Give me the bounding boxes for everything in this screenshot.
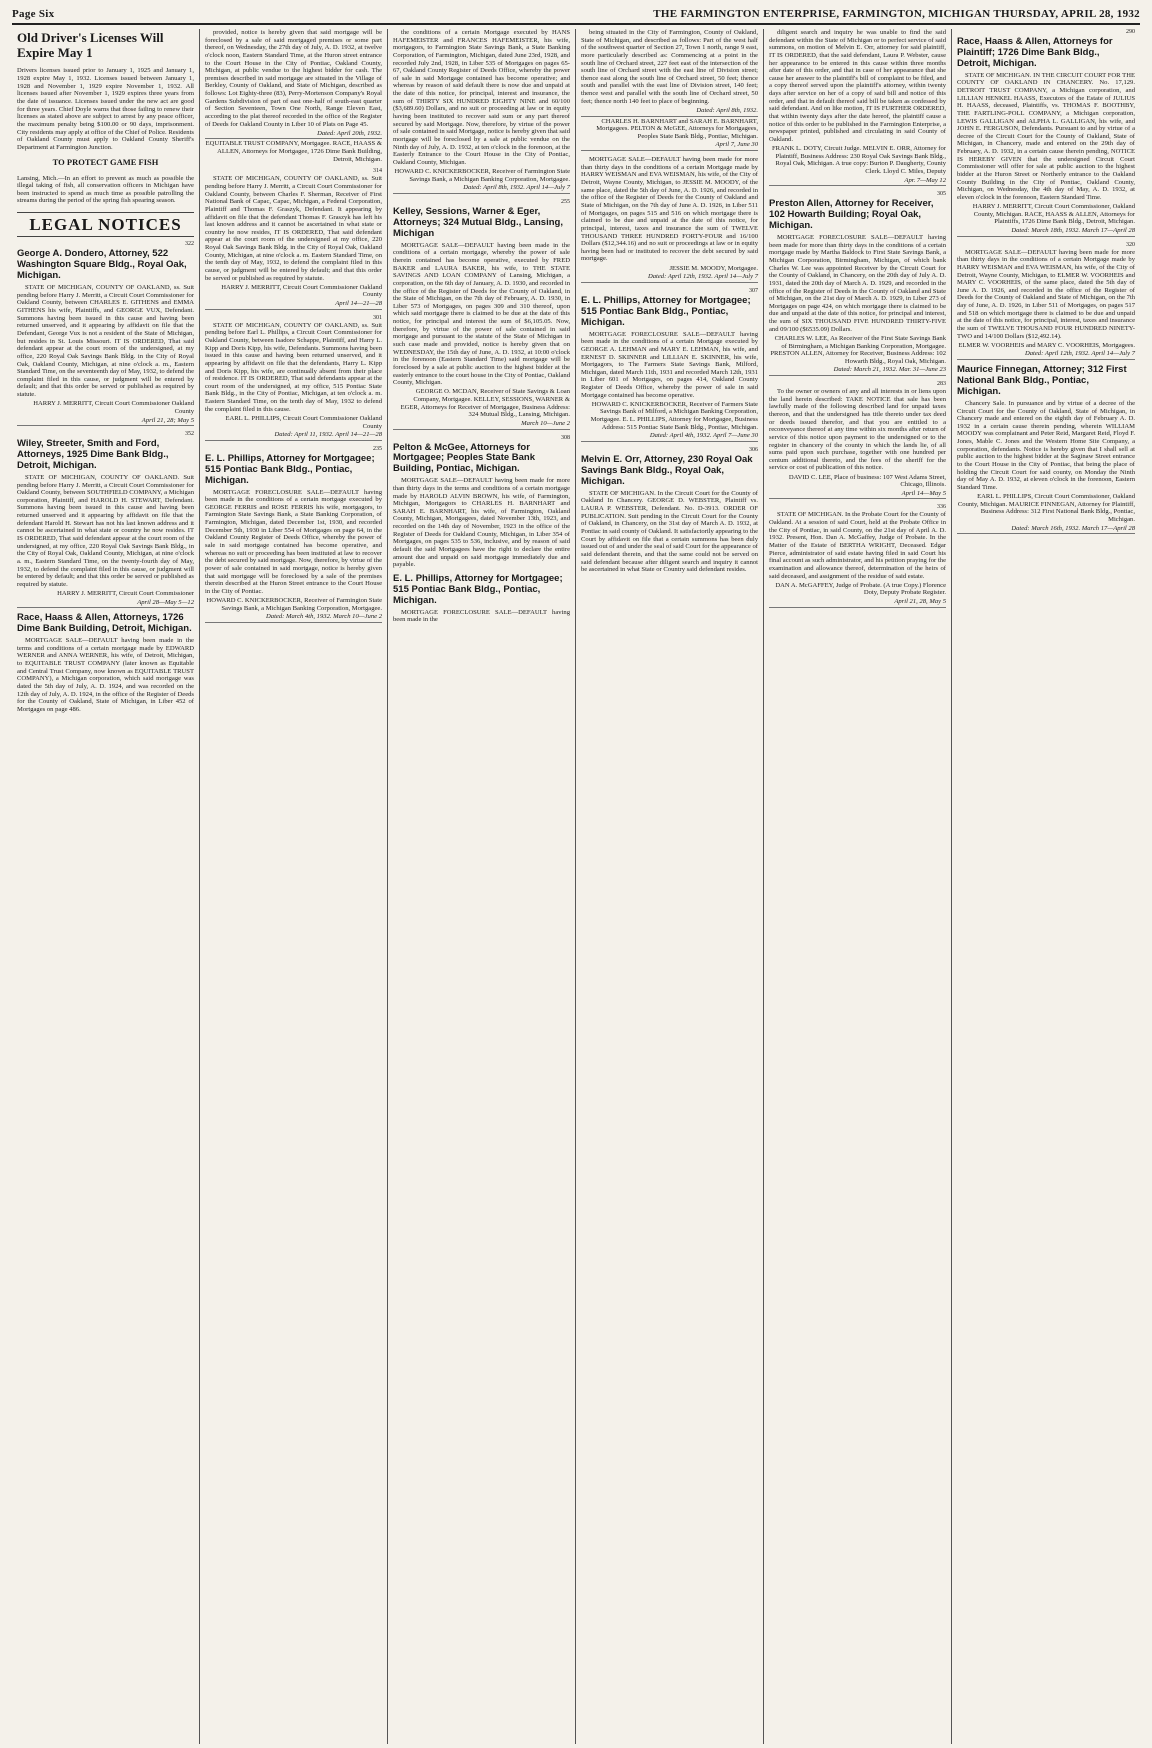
legal-notice bbox=[957, 365, 1135, 534]
notice-body: MORTGAGE SALE—DEFAULT having been made for more than thirty days in the conditions of a certain Mortgage made by HARRY WEISMAN and EVA WEISMAN, his wife, of the City of Detroit, Wayne County, Michigan, to JESSIE M. MOODY, of the same place, dated the 5th day of June, A. D. 1926, and recorded in the office of the Register of Deeds for the County of Oakland and State of Michigan, on the 7th day of June A. D. 1926, in Liber 511 of Mortgages, on pages 515 and 516 on which mortgage there is claimed to be due and unpaid at the date of this notice, for principal, interest, taxes and insurance the sum of TWELVE THOUSAND THREE HUNDRED FORTY-FOUR and 16/100 Dollars ($12,344.16) and no suit or proceedings at law or in equity having been had or instituted to recover the debt secured by said mortgage. bbox=[581, 156, 758, 263]
notice-body: MORTGAGE SALE—DEFAULT having been made for more than thirty days in the terms and conditions of a certain mortgage made by HAROLD ALVIN BROWN, his wife, of Farmington, Michigan, Mortgagors to CHARLES H. BARNHART and SARAH E. BARNHART, his wife, of Farmington, Oakland County, Michigan, Mortgagees, dated November 13th, 1923, and recorded on the 14th day of November, 1923 in the office of the Register of Deeds for Oakland County, Michigan, in Liber 354 of Mortgages, on pages 535 to 536, inclusive, and by reason of said default the said Mortgagees have the right to declare the entire amount due and unpaid on said mortgage immediately due and payable. bbox=[393, 477, 570, 569]
legal-notices-heading: LEGAL NOTICES bbox=[17, 212, 194, 238]
notice-signature: HOWARD C. KNICKERBOCKER, Receiver of Farmington State Savings Bank, a Michigan Banking Corporation, Mortgagee. bbox=[206, 596, 382, 612]
notice-dates: Dated: April 8th, 1932. bbox=[581, 107, 758, 117]
notice-dates: Dated: March 21, 1932. Mar. 31—June 23 bbox=[769, 366, 946, 376]
notice-signature: CHARLES W. LEE, As Receiver of the First State Savings Bank of Birmingham, a Michigan Banking Corporation, Mortgagee. PRESTON ALLEN, Attorney for Receiver, Business Address: 102 Howarth Bldg., Royal Oak, Michigan. bbox=[770, 334, 946, 365]
legal-notice: 306 Melvin E. Orr, Attorney, 230 Royal Oak Savings Bank Bldg., Royal Oak, Michigan. STATE OF MICHIGAN. In the Circuit Court for the County of Oakland In Chancery. GEORGE D. WEBSTER, Plaintiff vs. LAURA P. WEBSTER, Defendant. No. D-3913. ORDER OF PUBLICATION. Suit pending in the Circuit Court for the County of Oakland, in Chancery, on the 31st day of March A. D. 1932, at Pontiac in said county of Oakland. It satisfactorily appearing to the Court by affidavit on file that a certain summons has been duly issued out of and under the seal of said Court for the appearance of said defendant therein, and that the same could not be served on said defendant because after diligent search and inquiry it cannot be ascertained in what State or Country said defendant resides. bbox=[581, 447, 758, 574]
notice-signature: DAVID C. LEE, Place of business: 107 West Adams Street, Chicago, Illinois. bbox=[788, 473, 946, 489]
notice-heading: Race, Haass & Allen, Attorneys for Plaintiff; 1726 Dime Bank Bldg., Detroit, Michigan. bbox=[957, 35, 1113, 69]
notice-dates: April 14—May 5 bbox=[769, 490, 946, 500]
notice-signature: JESSIE M. MOODY, Mortgagee. bbox=[669, 264, 758, 272]
notice-heading: Melvin E. Orr, Attorney, 230 Royal Oak Savings Bank Bldg., Royal Oak, Michigan. bbox=[581, 454, 753, 487]
notice-body: STATE OF MICHIGAN. In the Circuit Court for the County of Oakland In Chancery. GEORGE D. WEBSTER, Plaintiff vs. LAURA P. WEBSTER, Defendant. No. D-3913. ORDER OF PUBLICATION. Suit pending in the Circuit Court for the County of Oakland, in Chancery, on the 31st day of March A. D. 1932, at Pontiac in said county of Oakland. It satisfactorily appearing to the Court by affidavit on file that a certain summons has been duly issued out of and under the seal of said Court for the appearance of said defendant therein, and that the same could not be served on said defendant because after diligent search and inquiry it cannot be ascertained in what State or Country said defendant resides. bbox=[581, 489, 758, 574]
column-2 bbox=[200, 29, 388, 1744]
notice-heading: Maurice Finnegan, Attorney; 312 First National Bank Bldg., Pontiac, Michigan. bbox=[957, 364, 1127, 397]
notice-dates: Dated: April 8th, 1932. April 14—July 7 bbox=[393, 184, 570, 194]
notice-dates: Dated: March 16th, 1932. March 17—April 28 bbox=[957, 525, 1135, 535]
notice-heading: Preston Allen, Attorney for Receiver, 102 Howarth Building; Royal Oak, Michigan. bbox=[769, 198, 934, 232]
notice-body: STATE OF MICHIGAN. IN THE CIRCUIT COURT FOR THE COUNTY OF OAKLAND IN CHANCERY. No. 17,129. DETROIT TRUST COMPANY, a Michigan corporation, and LILLIAN HENKEL HAASS, Executors of the Estate of JULIUS H. HAASS, deceased, Plaintiffs, vs. THOMAS F. BOOTHBY, THE FARTLING-POLL COMPANY, a Michigan corporation, LEWIS GALLIGAN and ALPHA L. GALLIGAN, his wife, and JOHN E. FERGUSON, Defendants. Pursuant to and by virtue of a decree of the Circuit Court for the County of Oakland, State of Michigan, in Chancery, made and entered on the 29th day of February, A. D. 1932, in a certain cause therein pending, NOTICE IS HEREBY GIVEN that the undersigned Circuit Court Commissioner will offer for sale at public auction to the highest bidder at the Huron Street or Northerly entrance to the Oakland County Building in the City of Pontiac, Oakland County, Michigan, on Wednesday, the 4th day of May, A. D. 1932, at eleven o'clock in the forenoon, Eastern Standard Time. bbox=[957, 71, 1135, 201]
notice-signature: EQUITABLE TRUST COMPANY, Mortgagee. RACE, HAASS & ALLEN, Attorneys for Mortgagee, 1726 Dime Bank Building, Detroit, Michigan. bbox=[205, 140, 382, 163]
notice-heading: George A. Dondero, Attorney, 522 Washington Square Bldg., Royal Oak, Michigan. bbox=[17, 248, 187, 282]
legal-notice bbox=[393, 29, 570, 194]
legal-notice: 352 Wiley, Streeter, Smith and Ford, Attorneys, 1925 Dime Bank Bldg., Detroit, Michigan. STATE OF MICHIGAN, COUNTY OF OAKLAND. Suit pending before Harry J. Merritt, a Circuit Court Commissioner for Oakland County, between SOUTHFIELD COMPANY, a Michigan corporation, Plaintiff, and HAROLD H. STEWART, Defendant. Summons having been issued in this cause and having been returned unserved and it appearing by affidavit on file that the defendant Harold H. Stewart has not his last known address and it cannot be ascertained in what state or country he now resides. IT IS ORDERED, That said defendant appear at the court room of the undersigned, at my office, 220 Royal Oak Savings Bank Bldg., in the City of Royal Oak, Oakland County, Michigan, at nine o'clock a. m., Eastern Standard Time, on the twenty-fourth day of May, 1932, to defend the complaint filed in this cause, or judgment will be entered by default; and that this order be served or published as required by statute. HARRY J. MERRITT, Circuit Court Commissioner April 28—May 5—12 bbox=[17, 431, 194, 608]
legal-notice bbox=[205, 29, 382, 163]
notice-body: STATE OF MICHIGAN, COUNTY OF OAKLAND, ss. Suit pending before Earl L. Phillips, a Circuit Court Commissioner for Oakland County, between Isadore Schappe, Plaintiff, and Harry L. Kipp and Doris Kipp, his wife, Defendants. Summons having been issued in this cause and having been returned unserved, and it appearing by affidavit on file that the defendants, Harry L. Kipp and Doris Kipp, his wife, are continually absent from their place of residence. IT IS ORDERED, That said defendants appear at the court room of the undersigned, at my office, 515 Pontiac State Bank Bldg., in the City of Pontiac, Michigan, at ten o'clock a. m. Eastern Standard Time, on the tenth day of May, 1932 to defend the complaint filed in this cause. bbox=[205, 321, 382, 413]
notice-signature: HARRY J. MERRITT, Circuit Court Commissioner Oakland County bbox=[221, 283, 382, 299]
notice-body: STATE OF MICHIGAN, COUNTY OF OAKLAND, ss. Suit pending before Harry J. Merritt, a Circuit Court Commissioner for Oakland County, between CHARLES E. GITHENS and EMMA GITHENS his wife, Plaintiffs, and GEORGE VUX, Defendant. Summons having been issued in this cause and having been returned unserved, and it appearing by affidavit on file that the Defendant, George Vux is not a resident of the State of Michigan, but resides in St. Louis Missouri. IT IS ORDERED, That said defendant appear at the court room of the undersigned, at my office, 220 Royal Oak Savings Bank Bldg. in the City of Royal Oak, Oakland County, Michigan, at nine o'clock a. m., Eastern Standard Time, on the seventeenth day of May, 1932, to defend the complaint filed in this cause, or judgment will be entered by default; and that this order be served or published as required by statute. bbox=[17, 284, 194, 399]
notice-signature: ELMER W. VOORHEIS and MARY C. VOORHEIS, Mortgagees. bbox=[958, 341, 1135, 349]
notice-heading: Kelley, Sessions, Warner & Eger, Attorneys; 324 Mutual Bldg., Lansing, Michigan bbox=[393, 205, 563, 239]
masthead-title: THE FARMINGTON ENTERPRISE, FARMINGTON, MICHIGAN THURSDAY, APRIL 28, 1932 bbox=[653, 8, 1140, 20]
notice-dates: March 10—June 2 bbox=[393, 420, 570, 430]
notice-dates: Dated: April 4th, 1932. April 7—June 30 bbox=[581, 432, 758, 442]
legal-notice: 255 Kelley, Sessions, Warner & Eger, Attorneys; 324 Mutual Bldg., Lansing, Michigan MORTGAGE SALE—DEFAULT having been made in the conditions of a certain mortgage, whereby the power of sale therein contained has become operative, executed by FRED BAKER and LAURA BAKER, his wife, to THE STATE SAVINGS AND LOAN COMPANY of Lansing, Michigan, a corporation, on the 6th day of January, A. D. 1930, and recorded in the office of the Register of Deeds for the County of Oakland, in the State of Michigan, on the 7th day of February, A. D. 1930, in Liber 573 of Mortgages, on pages 309 and 310 thereof, upon which said mortgage there is claimed to be due at the date of this notice, for principal and interest the sum of $6,105.05. Now, therefore, by virtue of the power of sale contained in said mortgage and pursuant to the statute of the State of Michigan in such case made and provided, notice is hereby given that on WEDNESDAY, the 15th day of June, A. D. 1932, at 10:00 o'clock in the forenoon (Eastern Standard Time) said mortgage will be foreclosed by a sale at public auction to the highest bidder at the easterly entrance to the court house in the City of Pontiac, Oakland County, Michigan. GEORGE O. MCDAN, Receiver of State Savings & Loan Company, Mortgagee. KELLEY, SESSIONS, WARNER & EGER, Attorneys for Receiver of Mortgagee, Business Address: 324 Mutual Bldg., Lansing, Michigan. March 10—June 2 bbox=[393, 199, 570, 430]
notice-signature: GEORGE O. MCDAN, Receiver of State Savings & Loan Company, Mortgagee. KELLEY, SESSIONS, WARNER & EGER, Attorneys for Receiver of Mortgagee, Business Address: 324 Mutual Bldg., Lansing, Michigan. bbox=[400, 388, 570, 419]
story-game-fish: Lansing, Mich.—In an effort to prevent as much as possible the illegal taking of fish, all conservation officers in Michigan have been instructed to spend as much time as possible patrolling the streams during the period of the spring fish spearing season. bbox=[17, 174, 194, 205]
notice-body: MORTGAGE FORECLOSURE SALE—DEFAULT having been made for more than thirty days in the conditions of a certain mortgage made by Martha Baldock to First State Savings Bank, a Michigan Corporation, Birmingham, Michigan, of which bank Charles W. Lee was appointed Receiver by the Circuit Court for the County of Oakland, in Chancery, on the 20th day of July A. D. 1931, dated the 20th day of March A. D. 1929, and recorded in the office of the Register of Deeds in the County of Oakland and State of Michigan, on the 21st day of March A. D. 1929, in Liber 273 of Mortgages on page 424, on which mortgage there is claimed to be due and unpaid at the date of this notice, for principal and interest, the sum of SIX THOUSAND FIVE HUNDRED THIRTY-FIVE and 09/100 ($6535.09) Dollars. bbox=[769, 234, 946, 333]
notice-run-dates: April 7, June 30 bbox=[581, 141, 758, 151]
notice-signature: HARRY J. MERRITT, Circuit Court Commissioner Oakland County bbox=[33, 400, 194, 415]
notice-body: the conditions of a certain Mortgage executed by HANS HAFEMEISTER and FRANCES HAFEMEISTER, his wife, mortgagors, to Farmington State Savings Bank, a State Banking Corporation, of Farmington, Michigan, dated June 23rd, 1928, and recorded July 2nd, 1928, in Liber 535 of Mortgages on pages 65-67, Oakland County Register of Deeds Office, whereby the power of sale in said Mortgage contained has become operative; and whereas by reason of said default there is now due and unpaid at the date of this notice, for principal, interest and insurance, the sum of THIRTY SIX HUNDRED EIGHTY NINE and 60/100 ($3,689.60) Dollars, and no suit or proceeding at law or in equity having been instituted to recover said sum or any part thereof secured by said Mortgage. Now, therefore, by virtue of the power of sale contained in said Mortgage, notice is hereby given that said mortgage will be foreclosed by a sale at public vendue on the Ninth day of July, A. D. 1932, at ten o'clock in the forenoon, at the Easterly Entrance to the Court House in the City of Pontiac, Oakland County, Michigan. bbox=[393, 29, 570, 166]
column-6 bbox=[952, 29, 1140, 1744]
notice-body: provided, notice is hereby given that said mortgage will be foreclosed by a sale of said mortgaged premises or some part thereof, on Wednesday, the 27th day of July, A. D. 1932, at twelve o'clock noon, Eastern Standard Time, at the Huron street entrance to the Court House in the City of Pontiac, Oakland County, Michigan, at public vendue to the highest bidder for cash. The premises described in said mortgage are situated in the Village of Berkley, County of Oakland, and State of Michigan, described as follows: Lot Eighty-three (83), Perry-Mortenson Company's Royal Gardens Subdivision of part of east one-half of south-east quarter of Section Seventeen, Town One North, Range Eleven East, according to the plat thereof recorded in the office of the Register of Deeds for Oakland County in Liber 10 of Plats on Page 45. bbox=[205, 29, 382, 128]
legal-notice bbox=[581, 29, 758, 151]
notice-dates: Dated: March 18th, 1932. March 17—April 28 bbox=[957, 227, 1135, 237]
column-3 bbox=[388, 29, 576, 1744]
masthead bbox=[12, 8, 1140, 25]
story-licenses: Drivers licenses issued prior to January 1, 1925 and January 1, 1928 expire May 1, 1932. Licenses issued between January 1, 1928 and November 1, 1929 expire November 1, 1932. All licenses issued after November 1, 1929 expires three years from the date of issuance. Licenses issued under the new act are good for three years. Chief Doyle warns that those failing to renew their licenses as stated above are subject to arrest by any peace officer, the maximum penalty being $100.00 or 90 days, imprisonment. City residents may apply at office of the Chief of Police. Residents of Oakland County must apply to Oakland County Sheriff's Department at Farmington Junction. bbox=[17, 67, 194, 151]
column-4 bbox=[576, 29, 764, 1744]
legal-notice: 290 Race, Haass & Allen, Attorneys for Plaintiff; 1726 Dime Bank Bldg., Detroit, Michigan. STATE OF MICHIGAN. IN THE CIRCUIT COURT FOR THE COUNTY OF OAKLAND IN CHANCERY. No. 17,129. DETROIT TRUST COMPANY, a Michigan corporation, and LILLIAN HENKEL HAASS, Executors of the Estate of JULIUS H. HAASS, deceased, Plaintiffs, vs. THOMAS F. BOOTHBY, THE FARTLING-POLL COMPANY, a Michigan corporation, LEWIS GALLIGAN and ALPHA L. GALLIGAN, his wife, and JOHN E. FERGUSON, Defendants. Pursuant to and by virtue of a decree of the Circuit Court for the County of Oakland, State of Michigan, in Chancery, made and entered on the 29th day of February, A. D. 1932, in a certain cause therein pending, NOTICE IS HEREBY GIVEN that the undersigned Circuit Court Commissioner will offer for sale at public auction to the highest bidder at the Huron Street or Northerly entrance to the Oakland County Building in the City of Pontiac, Oakland County, Michigan, on Wednesday, the 4th day of May, A. D. 1932, at eleven o'clock in the forenoon, Eastern Standard Time. HARRY J. MERRITT, Circuit Court Commissioner, Oakland County, Michigan. RACE, HAASS & ALLEN, Attorneys for Plaintiffs, 1726 Dime Bank Bldg., Detroit, Michigan. Dated: March 18th, 1932. March 17—April 28 bbox=[957, 29, 1135, 237]
notice-body: being situated in the City of Farmington, County of Oakland, State of Michigan, and described as follows: Part of the west half of the southwest quarter of Section 27, Town 1 north, range 9 east, more particularly described as: Commencing at a point in the south line of Orchard street, 227 feet east of the intersection of the south line of Orchard street with the east line of Division street; thence east along the south line of Orchard street, 50 feet; thence south and parallel with the east line of Division street, 140 feet; thence west and parallel with the south line of Orchard street, 50 feet; thence north 140 feet to place of beginning. bbox=[581, 29, 758, 105]
notice-signature: HOWARD C. KNICKERBOCKER, Receiver of Farmington State Savings Bank, a Michigan Banking Corporation, Mortgagee. bbox=[394, 168, 570, 183]
column-grid bbox=[12, 29, 1140, 1744]
page-number: Page Six bbox=[12, 8, 55, 20]
notice-signature: EARL L. PHILLIPS, Circuit Court Commissioner Oakland County bbox=[225, 414, 382, 430]
notice-signature: DAN A. McGAFFEY, Judge of Probate. (A true Copy.) Florence Doty, Deputy Probate Register. bbox=[775, 581, 946, 597]
legal-notice: 336 STATE OF MICHIGAN. In the Probate Court for the County of Oakland. At a session of said Court, held at the Probate Office in the City of Pontiac, in said County, on the 21st day of April A. D. 1932. Present, Hon. Dan A. McGaffey, Judge of Probate. In the Matter of the Estate of BERTHA WRIGHT, Deceased. Edgar Pierce, administrator of said estate having filed in said Court his final account as such administrator, and his petition praying for the examination and allowance thereof, determination of the heirs of said deceased, and assignment of the residue of said estate. DAN A. McGAFFEY, Judge of Probate. (A true Copy.) Florence Doty, Deputy Probate Register. April 21, 28, May 5 bbox=[769, 504, 946, 607]
headline-game-fish: TO PROTECT GAME FISH bbox=[52, 157, 159, 168]
notice-dates: Dated: April 12th, 1932. April 14—July 7 bbox=[581, 273, 758, 283]
notice-heading: Wiley, Streeter, Smith and Ford, Attorneys, 1925 Dime Bank Bldg., Detroit, Michigan. bbox=[17, 438, 169, 471]
notice-heading: E. L. Phillips, Attorney for Mortgagee; 515 Pontiac Bank Bldg., Pontiac, Michigan. bbox=[581, 294, 751, 328]
notice-dates: April 14—21—28 bbox=[205, 300, 382, 310]
legal-notice bbox=[17, 613, 194, 713]
notice-body: MORTGAGE FORECLOSURE SALE—DEFAULT having been made in the conditions of a certain Mortgage executed by GEORGE A. LEHMAN and MARY E. LEHMAN, his wife, and ERNEST D. SKINNER and LILLIAN E. SKINNER, his wife, Mortgagors, to The Farmers State Savings Bank, Milford, Michigan, dated March 11th, 1931 and recorded March 12th, 1931 in Liber 601 of Mortgages, on pages 414, Oakland County Register of Deeds Office, whereby the power of sale in said Mortgage contained has become operative. bbox=[581, 330, 758, 399]
headline-licenses: Old Driver's Licenses Will Expire May 1 bbox=[17, 30, 164, 60]
notice-body: diligent search and inquiry he was unable to find the said defendant within the State of Michigan or to perfect service of said summons, on motion of Melvin E. Orr, attorney for said plaintiff, IT IS ORDERED, that the said defendant, Laura P. Webster, cause her appearance to be entered in this cause within three months after date of this order, and that in case of her appearance that she cause her answer to the plaintiff's bill of complaint to be filed, and a copy thereof served upon the plaintiff's attorney, within twenty days after service on her of a copy of said bill and notice of this order, and that in default thereof said bill be taken as confessed by said defendant. And on like motion, IT IS FURTHER ORDERED, that within twenty days after the date hereof, the plaintiff cause a notice of this order to be published in the Farmington Enterprise, a newspaper printed, published and circulating in said County of Oakland. bbox=[769, 29, 946, 143]
notice-heading: Pelton & McGee, Attorneys for Mortgagee; Peoples State Bank Building, Pontiac, Michigan. bbox=[393, 441, 536, 475]
column-5 bbox=[764, 29, 952, 1744]
notice-body: Chancery Sale. In pursuance and by virtue of a decree of the Circuit Court for the County of Oakland, State of Michigan, in Chancery made and entered on the eighth day of February A. D. 1932 in a certain cause therein pending, wherein WILLIAM MOODY was complainant and Peter Reid, Margaret Reid, Floyd F. Jones, Mable C. Jones and the Western Home Site Company, a corporation, defendants. Notice is hereby given that I shall sell at public auction to the highest bidder at the Saginaw Street entrance to the Court House in the City of Pontiac, that being the place of holding the Circuit Court for said county, on Monday the Ninth day of May A. D. 1932, at eleven o'clock in the forenoon, Eastern Standard Time. bbox=[957, 399, 1135, 491]
notice-dates: April 21, 28; May 5 bbox=[17, 417, 194, 427]
legal-notice: 322 George A. Dondero, Attorney, 522 Washington Square Bldg., Royal Oak, Michigan. STATE OF MICHIGAN, COUNTY OF OAKLAND, ss. Suit pending before Harry J. Merritt, a Circuit Court Commissioner for Oakland County, between CHARLES E. GITHENS and EMMA GITHENS his wife, Plaintiffs, and GEORGE VUX, Defendant. Summons having been issued in this cause and having been returned unserved, and it appearing by affidavit on file that the Defendant, George Vux is not a resident of the State of Michigan, but resides in St. Louis Missouri. IT IS ORDERED, That said defendant appear at the court room of the undersigned, at my office, 220 Royal Oak Savings Bank Bldg. in the City of Royal Oak, Oakland County, Michigan, at nine o'clock a. m., Eastern Standard Time, on the seventeenth day of May, 1932, to defend the complaint filed in this cause, or judgment will be entered by default; and that this order be served or published as required by statute. HARRY J. MERRITT, Circuit Court Commissioner Oakland County April 21, 28; May 5 bbox=[17, 241, 194, 426]
notice-signature: EARL L. PHILLIPS, Circuit Court Commissioner, Oakland County, Michigan. MAURICE FINNEGAN, Attorney for Plaintiff, Business Address: 312 First National Bank Bldg., Pontiac, Michigan. bbox=[957, 493, 1135, 523]
legal-notice: 320 MORTGAGE SALE—DEFAULT having been made for more than thirty days in the conditions of a certain Mortgage made by HARRY WEISMAN and EVA WEISMAN, his wife, of the City of Detroit, Wayne County, Michigan, to ELMER W. VOORHEIS and MARY C. VOORHEIS, of the same place, dated the 5th day of June A. D. 1926, and recorded in the office of the Register of Deeds for the County of Oakland and State of Michigan, on the 7th day of June, A. D. 1926, in Liber 511 of Mortgages, on pages 517 and 518 on which mortgage there is claimed to be due and unpaid at the date of this notice, for principal, interest, taxes and insurance the sum of TWELVE THOUSAND FOUR HUNDRED NINETY-TWO and 14/100 Dollars ($12,492.14). ELMER W. VOORHEIS and MARY C. VOORHEIS, Mortgagees. Dated: April 12th, 1932. April 14—July 7 bbox=[957, 242, 1135, 360]
notice-signature: FRANK L. DOTY, Circuit Judge. MELVIN E. ORR, Attorney for Plaintiff, Business Address: 230 Royal Oak Savings Bank Bldg., Royal Oak, Michigan. A true copy: Burton P. Daugherty, County Clerk. Lloyd C. Miles, Deputy bbox=[772, 145, 946, 176]
notice-body: STATE OF MICHIGAN, COUNTY OF OAKLAND, ss. Suit pending before Harry J. Merritt, a Circuit Court Commissioner for Oakland County, between Charles F. Sherman, Receiver of First National Bank of Capac, Capac, Michigan, a Federal Corporation, Plaintiff and Thomas F. Graszyk, Defendant. It appearing by affidavit on file that the defendant Thomas F. Graszyk has left his last known address and it cannot be ascertained in what state or country he now resides, IT IS ORDERED, That said defendant appear at the court room of the undersigned at my office, 220 Royal Oak Savings Bank Bldg. in the City of Royal Oak, Oakland County, Michigan, at nine o'clock a. m. Eastern Standard Time, on the tenth day of May, 1932, to defend the complaint filed in this cause, or judgment will be entered by default; and that this order be served or published as required by statute. bbox=[205, 175, 382, 282]
notice-dates: Apr. 7—May 12 bbox=[769, 177, 946, 187]
legal-notice: 307 E. L. Phillips, Attorney for Mortgagee; 515 Pontiac Bank Bldg., Pontiac, Michigan. MORTGAGE FORECLOSURE SALE—DEFAULT having been made in the conditions of a certain Mortgage executed by GEORGE A. LEHMAN and MARY E. LEHMAN, his wife, and ERNEST D. SKINNER and LILLIAN E. SKINNER, his wife, Mortgagors, to The Farmers State Savings Bank, Milford, Michigan, dated March 11th, 1931 and recorded March 12th, 1931 in Liber 601 of Mortgages, on pages 414, Oakland County Register of Deeds Office, whereby the power of sale in said Mortgage contained has become operative. HOWARD C. KNICKERBOCKER, Receiver of Farmers State Savings Bank of Milford, a Michigan Banking Corporation, Mortgagee. E. L. PHILLIPS, Attorney for Mortgagee, Business Address: 515 Pontiac State Bank Bldg., Pontiac, Michigan. Dated: April 4th, 1932. April 7—June 30 bbox=[581, 288, 758, 442]
legal-notice bbox=[393, 574, 570, 624]
notice-signature: HARRY J. MERRITT, Circuit Court Commissioner bbox=[57, 590, 194, 598]
notice-dates: April 28—May 5—12 bbox=[17, 599, 194, 609]
notice-body: STATE OF MICHIGAN, COUNTY OF OAKLAND. Suit pending before Harry J. Merritt, a Circuit Court Commissioner for Oakland County, between SOUTHFIELD COMPANY, a Michigan corporation, Plaintiff, and HAROLD H. STEWART, Defendant. Summons having been issued in this cause and having been returned unserved and it appearing by affidavit on file that the defendant Harold H. Stewart has not his last known address and it cannot be ascertained in what state or country he now resides. IT IS ORDERED, That said defendant appear at the court room of the undersigned, at my office, 220 Royal Oak Savings Bank Bldg., in the City of Royal Oak, Oakland County, Michigan, at nine o'clock a. m., Eastern Standard Time, on the twenty-fourth day of May, 1932, to defend the complaint filed in this cause, or judgment will be entered by default; and that this order be served or published as required by statute. bbox=[17, 473, 194, 588]
notice-body: MORTGAGE SALE—DEFAULT having been made in the terms and conditions of a certain mortgage made by EDWARD WERNER and ANNA WERNER, his wife, of Detroit, Michigan, to EQUITABLE TRUST COMPANY (later known as Equitable and Central Trust Company, now known as EQUITABLE TRUST COMPANY), a Michigan corporation, which said mortgage was dated the 5th day of July, A. D. 1924, and was recorded on the 12th day of July, A. D. 1924, in the office of the Register of Deeds for the County of Oakland, State of Michigan, in Liber 452 of Mortgages on page 486. bbox=[17, 637, 194, 713]
legal-notice: 308 Pelton & McGee, Attorneys for Mortgagee; Peoples State Bank Building, Pontiac, Michigan. MORTGAGE SALE—DEFAULT having been made for more than thirty days in the terms and conditions of a certain mortgage made by HAROLD ALVIN BROWN, his wife, of Farmington, Michigan, Mortgagors to CHARLES H. BARNHART and SARAH E. BARNHART, his wife, of Farmington, Oakland County, Michigan, Mortgagees, dated November 13th, 1923, and recorded on the 14th day of November, 1923 in the office of the Register of Deeds for Oakland County, Michigan, in Liber 354 of Mortgages, on pages 535 to 536, inclusive, and by reason of said default the said Mortgagees have the right to declare the entire amount due and unpaid on said mortgage immediately due and payable. bbox=[393, 434, 570, 569]
notice-dates: April 21, 28, May 5 bbox=[769, 598, 946, 608]
notice-signature: HOWARD C. KNICKERBOCKER, Receiver of Farmers State Savings Bank of Milford, a Michigan Banking Corporation, Mortgagee. E. L. PHILLIPS, Attorney for Mortgagee, Business Address: 515 Pontiac State Bank Bldg., Pontiac, Michigan. bbox=[590, 400, 758, 431]
legal-notice: 314 STATE OF MICHIGAN, COUNTY OF OAKLAND, ss. Suit pending before Harry J. Merritt, a Circuit Court Commissioner for Oakland County, between Charles F. Sherman, Receiver of First National Bank of Capac, Capac, Michigan, a Federal Corporation, Plaintiff and Thomas F. Graszyk, Defendant. It appearing by affidavit on file that the defendant Thomas F. Graszyk has left his last known address and it cannot be ascertained in what state or country he now resides, IT IS ORDERED, That said defendant appear at the court room of the undersigned at my office, 220 Royal Oak Savings Bank Bldg. in the City of Royal Oak, Oakland County, Michigan, at nine o'clock a. m. Eastern Standard Time, on the tenth day of May, 1932, to defend the complaint filed in this cause, or judgment will be entered by default; and that this order be served or published as required by statute. HARRY J. MERRITT, Circuit Court Commissioner Oakland County April 14—21—28 bbox=[205, 168, 382, 309]
legal-notice: 235 E. L. Phillips, Attorney for Mortgagee; 515 Pontiac Bank Bldg., Pontiac, Michigan. MORTGAGE FORECLOSURE SALE—DEFAULT having been made in the conditions of a certain mortgage executed by GEORGE FERRIS and ROSE FERRIS his wife, mortgagors, to Farmington State Savings Bank, a State Banking Corporation, of Farmington, Michigan, dated December 1st, 1930, and recorded December 5th, 1930 in Liber 554 of Mortgages on page 64, in the Oakland County Register of Deeds Office, whereby the power of sale in said mortgage contained has become operative, and whereas no suit or proceeding has been instituted at law to recover the debt secured by said mortgage. Now, therefore, by virtue of the power of sale contained in said mortgage, notice is hereby given that said mortgage will be foreclosed by a sale of the premises therein described at the Huron Street entrance to the Court House in the City of Pontiac. HOWARD C. KNICKERBOCKER, Receiver of Farmington State Savings Bank, a Michigan Banking Corporation, Mortgagee. Dated: March 4th, 1932. March 10—June 2 bbox=[205, 446, 382, 623]
notice-body: MORTGAGE FORECLOSURE SALE—DEFAULT having been made in the conditions of a certain mortgage executed by GEORGE FERRIS and ROSE FERRIS his wife, mortgagors, to Farmington State Savings Bank, a State Banking Corporation, of Farmington, Michigan, dated December 1st, 1930, and recorded December 5th, 1930 in Liber 554 of Mortgages on page 64, in the Oakland County Register of Deeds Office, whereby the power of sale in said mortgage contained has become operative, and whereas no suit or proceeding has been instituted at law to recover the debt secured by said mortgage. Now, therefore, by virtue of the power of sale contained in said mortgage, notice is hereby given that said mortgage will be foreclosed by a sale of the premises therein described at the Huron Street entrance to the Court House in the City of Pontiac. bbox=[205, 488, 382, 595]
notice-body: To the owner or owners of any and all interests in or liens upon the land herein described: TAKE NOTICE that sale has been lawfully made of the following described land for unpaid taxes thereon, and that the undersigned has title thereto under tax deed or deeds issued therefor, and that you are entitled to a reconveyance thereof at any time within six months after return of service of this notice upon payment to the undersigned or to the register in chancery of the county in which the lands lie, of all sums paid upon such purchase, together with one hundred per centum additional thereto, and the fees of the sheriff for the service or cost of publication of this notice. bbox=[769, 388, 946, 472]
legal-notice: 283 To the owner or owners of any and all interests in or liens upon the land herein described: TAKE NOTICE that sale has been lawfully made of the following described land for unpaid taxes thereon, and that the undersigned has title thereto under tax deed or deeds issued therefor, and that you are entitled to a reconveyance thereof at any time within six months after return of service of this notice upon payment to the undersigned or to the register in chancery of the county in which the lands lie, of all sums paid upon such purchase, together with one hundred per centum additional thereto, and the fees of the sheriff for the service or cost of publication of this notice. DAVID C. LEE, Place of business: 107 West Adams Street, Chicago, Illinois. April 14—May 5 bbox=[769, 381, 946, 499]
notice-heading: E. L. Phillips, Attorney for Mortgagee; 515 Pontiac Bank Bldg., Pontiac, Michigan. bbox=[393, 572, 563, 606]
legal-notice bbox=[769, 29, 946, 186]
notice-heading: Race, Haass & Allen, Attorneys, 1726 Dime Bank Building, Detroit, Michigan. bbox=[17, 612, 192, 635]
notice-dates: Dated: April 20th, 1932. bbox=[205, 130, 382, 140]
notice-body: MORTGAGE SALE—DEFAULT having been made for more than thirty days in the conditions of a certain Mortgage made by HARRY WEISMAN and EVA WEISMAN, his wife, of the City of Detroit, Wayne County, Michigan, to ELMER W. VOORHEIS and MARY C. VOORHEIS, of the same place, dated the 5th day of June A. D. 1926, and recorded in the office of the Register of Deeds for the County of Oakland and State of Michigan, on the 7th day of June, A. D. 1926, in Liber 511 of Mortgages, on pages 517 and 518 on which mortgage there is claimed to be due and unpaid at the date of this notice, for principal, interest, taxes and insurance the sum of TWELVE THOUSAND FOUR HUNDRED NINETY-TWO and 14/100 Dollars ($12,492.14). bbox=[957, 248, 1135, 340]
notice-dates: Dated: March 4th, 1932. March 10—June 2 bbox=[205, 613, 382, 623]
notice-body: MORTGAGE SALE—DEFAULT having been made in the conditions of a certain mortgage, whereby the power of sale therein contained has become operative, executed by FRED BAKER and LAURA BAKER, his wife, to THE STATE SAVINGS AND LOAN COMPANY of Lansing, Michigan, a corporation, on the 6th day of January, A. D. 1930, and recorded in the office of the Register of Deeds for the County of Oakland, in the State of Michigan, on the 7th day of February, A. D. 1930, in Liber 573 of Mortgages, on pages 309 and 310 thereof, upon which said mortgage there is claimed to be due at the date of this notice, for principal and interest the sum of $6,105.05. Now, therefore, by virtue of the power of sale contained in said mortgage and pursuant to the statute of the State of Michigan in such case made and provided, notice is hereby given that on WEDNESDAY, the 15th day of June, A. D. 1932, at 10:00 o'clock in the forenoon (Eastern Standard Time) said mortgage will be foreclosed by a sale at public auction to the highest bidder at the easterly entrance to the court house in the City of Pontiac, Oakland County, Michigan. bbox=[393, 241, 570, 387]
notice-body: STATE OF MICHIGAN. In the Probate Court for the County of Oakland. At a session of said Court, held at the Probate Office in the City of Pontiac, in said County, on the 21st day of April A. D. 1932. Present, Hon. Dan A. McGaffey, Judge of Probate. In the Matter of the Estate of BERTHA WRIGHT, Deceased. Edgar Pierce, administrator of said estate having filed in said Court his final account as such administrator, and his petition praying for the examination and allowance thereof, determination of the heirs of said deceased, and assignment of the residue of said estate. bbox=[769, 511, 946, 580]
column-1 bbox=[12, 29, 200, 1744]
notice-signature: CHARLES H. BARNHART and SARAH E. BARNHART, Mortgagees. PELTON & McGEE, Attorneys for Mortgagees, Peoples State Bank Bldg., Pontiac, Michigan. bbox=[596, 117, 758, 140]
notice-heading: E. L. Phillips, Attorney for Mortgagee; 515 Pontiac Bank Bldg., Pontiac, Michigan. bbox=[205, 452, 375, 486]
legal-notice bbox=[581, 156, 758, 283]
legal-notice: 301 STATE OF MICHIGAN, COUNTY OF OAKLAND, ss. Suit pending before Earl L. Phillips, a Circuit Court Commissioner for Oakland County, between Isadore Schappe, Plaintiff, and Harry L. Kipp and Doris Kipp, his wife, Defendants. Summons having been issued in this cause and having been returned unserved, and it appearing by affidavit on file that the defendants, Harry L. Kipp and Doris Kipp, his wife, are continually absent from their place of residence. IT IS ORDERED, That said defendants appear at the court room of the undersigned, at my office, 515 Pontiac State Bank Bldg., in the City of Pontiac, Michigan, at ten o'clock a. m. Eastern Standard Time, on the tenth day of May, 1932 to defend the complaint filed in this cause. EARL L. PHILLIPS, Circuit Court Commissioner Oakland County Dated: April 11, 1932. April 14—21—28 bbox=[205, 315, 382, 441]
notice-body: MORTGAGE FORECLOSURE SALE—DEFAULT having been made in the bbox=[393, 608, 570, 624]
legal-notice: 305 Preston Allen, Attorney for Receiver, 102 Howarth Building; Royal Oak, Michigan. MORTGAGE FORECLOSURE SALE—DEFAULT having been made for more than thirty days in the conditions of a certain mortgage made by Martha Baldock to First State Savings Bank, a Michigan Corporation, Birmingham, Michigan, of which bank Charles W. Lee was appointed Receiver by the Circuit Court for the County of Oakland, in Chancery, on the 20th day of July A. D. 1931, dated the 20th day of March A. D. 1929, and recorded in the office of the Register of Deeds in the County of Oakland and State of Michigan, on the 21st day of March A. D. 1929, in Liber 273 of Mortgages on page 424, on which mortgage there is claimed to be due and unpaid at the date of this notice, for principal and interest, the sum of SIX THOUSAND FIVE HUNDRED THIRTY-FIVE and 09/100 ($6535.09) Dollars. CHARLES W. LEE, As Receiver of the First State Savings Bank of Birmingham, a Michigan Banking Corporation, Mortgagee. PRESTON ALLEN, Attorney for Receiver, Business Address: 102 Howarth Bldg., Royal Oak, Michigan. Dated: March 21, 1932. Mar. 31—June 23 bbox=[769, 191, 946, 376]
notice-dates: Dated: April 11, 1932. April 14—21—28 bbox=[205, 431, 382, 441]
notice-dates: Dated: April 12th, 1932. April 14—July 7 bbox=[957, 350, 1135, 360]
notice-signature: HARRY J. MERRITT, Circuit Court Commissioner, Oakland County, Michigan. RACE, HAASS & ALLEN, Attorneys for Plaintiffs, 1726 Dime Bank Bldg., Detroit, Michigan. bbox=[972, 203, 1135, 226]
